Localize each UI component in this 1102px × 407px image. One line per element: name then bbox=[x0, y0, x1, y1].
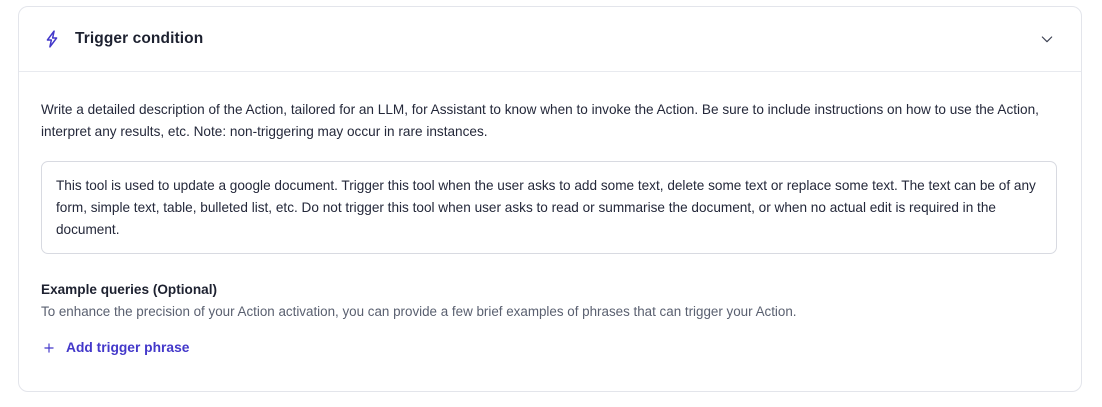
trigger-description: Write a detailed description of the Action, tailored for an LLM, for Assistant to know when to invoke the Action. Be sure to include instructions on how to use the Action, interpret any results, etc. Note: non-triggering may occur in rare instances. bbox=[41, 102, 1039, 140]
card-body bbox=[19, 72, 1081, 360]
plus-icon bbox=[41, 340, 57, 356]
add-trigger-phrase-label: Add trigger phrase bbox=[66, 340, 190, 356]
trigger-textarea-wrapper[interactable] bbox=[41, 161, 1057, 254]
add-trigger-phrase-button[interactable] bbox=[41, 340, 189, 356]
example-queries-section bbox=[41, 282, 1057, 360]
page-title: Trigger condition bbox=[75, 30, 204, 47]
chevron-down-icon[interactable] bbox=[1037, 29, 1057, 49]
bolt-icon bbox=[41, 28, 63, 50]
card-header bbox=[19, 7, 1081, 72]
example-queries-title: Example queries (Optional) bbox=[41, 282, 218, 298]
example-queries-subtitle: To enhance the precision of your Action activation, you can provide a few brief examples of phrases that can trigger your Action. bbox=[41, 304, 797, 320]
trigger-description-input[interactable] bbox=[56, 175, 1040, 237]
trigger-condition-card bbox=[18, 6, 1082, 392]
